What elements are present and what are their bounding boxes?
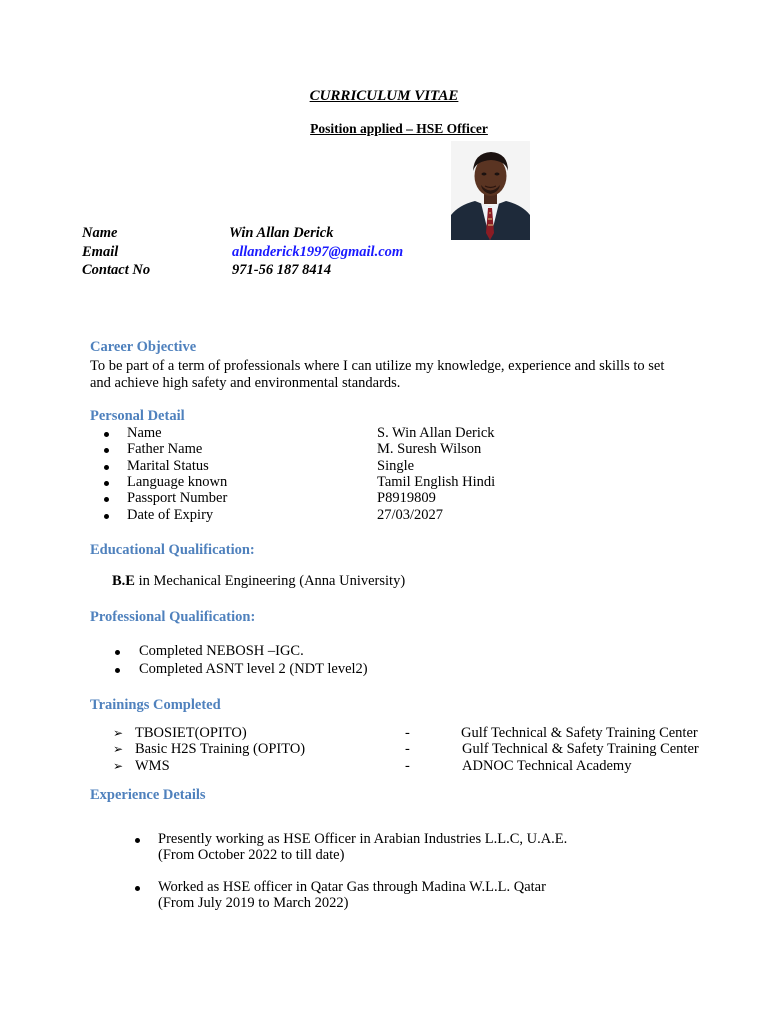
education-entry	[112, 573, 405, 591]
arrow-bullet-icon: ➢	[113, 742, 124, 756]
personal-value: S. Win Allan Derick	[377, 425, 495, 441]
personal-label: Passport Number	[127, 490, 228, 506]
training-separator: -	[405, 758, 410, 774]
email-label: Email	[82, 244, 119, 260]
bullet-icon	[135, 886, 140, 891]
education-heading: Educational Qualification:	[90, 542, 255, 558]
email-link[interactable]: allanderick1997@gmail.com	[232, 244, 404, 260]
personal-value: M. Suresh Wilson	[377, 441, 482, 457]
experience-dates: (From July 2019 to March 2022)	[158, 895, 349, 911]
training-course: Basic H2S Training (OPITO)	[135, 741, 306, 757]
bullet-icon	[135, 838, 140, 843]
bullet-icon	[104, 448, 109, 453]
career-objective-heading: Career Objective	[90, 339, 197, 355]
personal-value: P8919809	[377, 490, 436, 506]
training-separator: -	[405, 725, 410, 741]
arrow-bullet-icon: ➢	[113, 726, 124, 740]
contact-label: Contact No	[82, 262, 151, 278]
professional-heading: Professional Qualification:	[90, 609, 256, 625]
bullet-icon	[104, 481, 109, 486]
bullet-icon	[104, 514, 109, 519]
position-applied: Position applied – HSE Officer	[310, 121, 488, 136]
training-separator: -	[405, 741, 410, 757]
personal-label: Name	[127, 425, 162, 441]
personal-label: Father Name	[127, 441, 203, 457]
training-center: Gulf Technical & Safety Training Center	[461, 725, 698, 741]
personal-value: Single	[377, 458, 415, 474]
name-label: Name	[82, 225, 118, 241]
name-value: Win Allan Derick	[229, 225, 334, 241]
personal-label: Marital Status	[127, 458, 209, 474]
training-center: Gulf Technical & Safety Training Center	[462, 741, 699, 757]
training-course: WMS	[135, 758, 170, 774]
experience-dates: (From October 2022 to till date)	[158, 847, 345, 863]
personal-value: 27/03/2027	[377, 507, 444, 523]
personal-label: Date of Expiry	[127, 507, 214, 523]
bullet-icon	[115, 668, 120, 673]
training-course: TBOSIET(OPITO)	[135, 725, 247, 741]
cv-title: CURRICULUM VITAE	[309, 88, 459, 104]
degree-detail: in Mechanical Engineering (Anna University)	[134, 573, 406, 589]
experience-role: Worked as HSE officer in Qatar Gas through Madina W.L.L. Qatar	[158, 879, 546, 895]
profile-photo	[451, 141, 530, 240]
personal-label: Language known	[127, 474, 228, 490]
bullet-icon	[104, 465, 109, 470]
career-objective-line-1: To be part of a term of professionals where I can utilize my knowledge, experience and skills to set	[90, 358, 665, 374]
experience-role: Presently working as HSE Officer in Arabian Industries L.L.C, U.A.E.	[158, 831, 568, 847]
personal-detail-heading: Personal Detail	[90, 408, 185, 424]
professional-item-text: Completed ASNT level 2 (NDT level2)	[139, 661, 368, 677]
contact-value: 971-56 187 8414	[232, 262, 332, 278]
bullet-icon	[104, 497, 109, 502]
arrow-bullet-icon: ➢	[113, 759, 124, 773]
personal-value: Tamil English Hindi	[377, 474, 496, 490]
bullet-icon	[104, 432, 109, 437]
bullet-icon	[115, 650, 120, 655]
career-objective-line-2: and achieve high safety and environmental standards.	[90, 375, 401, 391]
professional-item-text: Completed NEBOSH –IGC.	[139, 643, 304, 659]
experience-heading: Experience Details	[90, 787, 206, 803]
training-center: ADNOC Technical Academy	[462, 758, 632, 774]
trainings-heading: Trainings Completed	[90, 697, 221, 713]
degree: B.E	[112, 573, 135, 589]
